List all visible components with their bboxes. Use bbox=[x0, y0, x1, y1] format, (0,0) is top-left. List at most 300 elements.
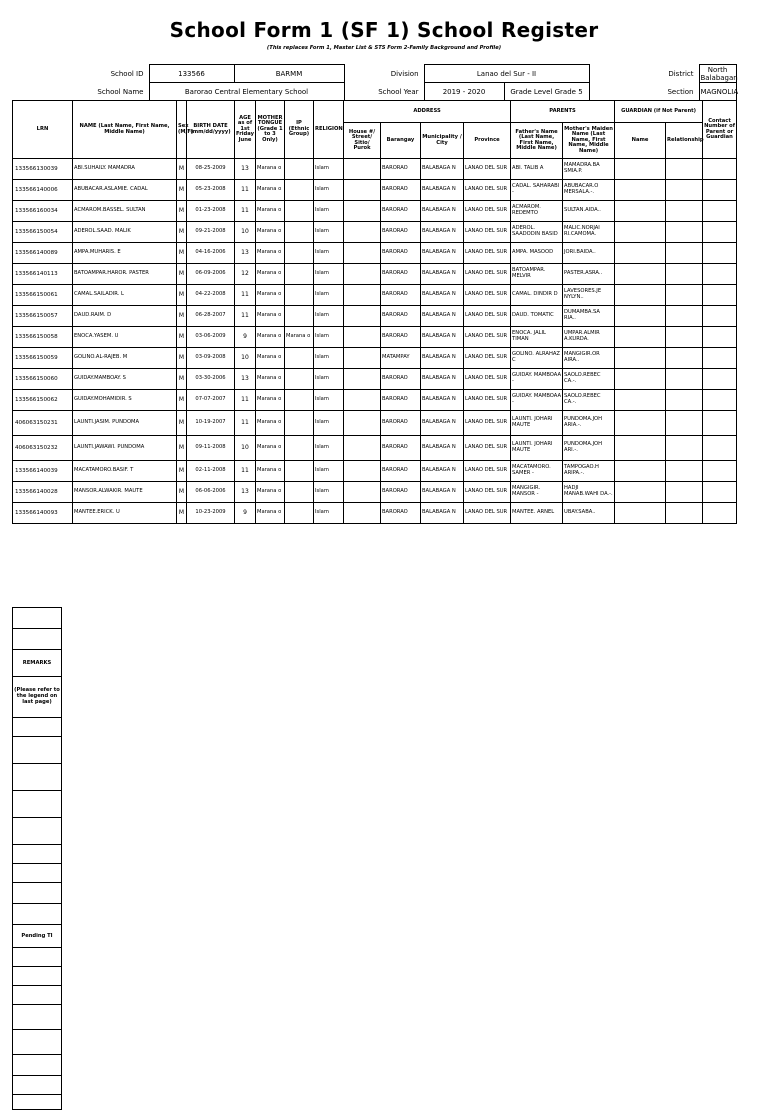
learner-mother: ABUBACAR.O MERSALA.-. bbox=[563, 180, 615, 201]
learner-birth-date: 06-06-2006 bbox=[187, 482, 235, 503]
learner-barangay: BARORAO bbox=[381, 243, 421, 264]
learner-house bbox=[344, 348, 381, 369]
learner-relationship bbox=[666, 180, 703, 201]
learner-house bbox=[344, 390, 381, 411]
school-name-label: School Name bbox=[97, 87, 144, 96]
learner-age: 11 bbox=[235, 461, 256, 482]
learner-guardian-name bbox=[615, 482, 666, 503]
learner-religion: Islam bbox=[314, 482, 344, 503]
remarks-cell bbox=[13, 608, 62, 629]
learner-name: LAUNTI.JASIM. PUNDOMA bbox=[73, 411, 177, 436]
learner-barangay: BARORAO bbox=[381, 285, 421, 306]
grade-level-label: Grade Level bbox=[510, 87, 553, 96]
learner-lrn: 133566150060 bbox=[13, 369, 73, 390]
learner-father: GOLINO. ALRAHAZ C bbox=[511, 348, 563, 369]
learner-barangay: BARORAO bbox=[381, 461, 421, 482]
table-row bbox=[13, 306, 737, 327]
learner-house bbox=[344, 285, 381, 306]
learner-municipality: BALABAGA N bbox=[421, 201, 464, 222]
learner-lrn: 133566160034 bbox=[13, 201, 73, 222]
learner-ip bbox=[285, 348, 314, 369]
learner-sex: M bbox=[177, 306, 187, 327]
learner-house bbox=[344, 482, 381, 503]
learner-contact bbox=[703, 348, 737, 369]
learner-relationship bbox=[666, 411, 703, 436]
learner-house bbox=[344, 461, 381, 482]
learner-sex: M bbox=[177, 159, 187, 180]
learner-sex: M bbox=[177, 390, 187, 411]
learner-rows bbox=[13, 159, 737, 524]
col-address: ADDRESS bbox=[344, 101, 511, 123]
learner-father: ABI. TALIB A bbox=[511, 159, 563, 180]
school-id-value: 133566 bbox=[149, 65, 234, 83]
learner-ip bbox=[285, 159, 314, 180]
remarks-cell bbox=[13, 764, 62, 791]
learner-barangay: BARORAO bbox=[381, 306, 421, 327]
learner-municipality: BALABAGA N bbox=[421, 180, 464, 201]
learner-ip bbox=[285, 222, 314, 243]
learner-contact bbox=[703, 461, 737, 482]
learner-father: LAUNTI. JOHARI MAUTE bbox=[511, 411, 563, 436]
learner-province: LANAO DEL SUR bbox=[464, 243, 511, 264]
learner-sex: M bbox=[177, 369, 187, 390]
col-lrn: LRN bbox=[13, 101, 73, 159]
learner-contact bbox=[703, 264, 737, 285]
learner-father: MANTEE. ARNEL bbox=[511, 503, 563, 524]
learner-contact bbox=[703, 436, 737, 461]
learner-mother: MANGIGIR.OR AIRA.. bbox=[563, 348, 615, 369]
learner-name: LAUNTI.JAWAWI. PUNDOMA bbox=[73, 436, 177, 461]
learner-sex: M bbox=[177, 461, 187, 482]
learner-mother-tongue: Marana o bbox=[256, 411, 285, 436]
learner-contact bbox=[703, 411, 737, 436]
learner-name: DAUD.RAIM. D bbox=[73, 306, 177, 327]
learner-name: BATOAMPAR.HAROR. PASTER bbox=[73, 264, 177, 285]
learner-religion: Islam bbox=[314, 390, 344, 411]
learner-ip bbox=[285, 411, 314, 436]
learner-barangay: BARORAO bbox=[381, 436, 421, 461]
learner-birth-date: 06-09-2006 bbox=[187, 264, 235, 285]
learner-contact bbox=[703, 180, 737, 201]
learner-municipality: BALABAGA N bbox=[421, 390, 464, 411]
learner-lrn: 133566150061 bbox=[13, 285, 73, 306]
col-religion: RELIGION bbox=[314, 101, 344, 159]
learner-religion: Islam bbox=[314, 411, 344, 436]
remarks-cell bbox=[13, 904, 62, 925]
learner-mother: TAMPOGAO.H ARIPA.-. bbox=[563, 461, 615, 482]
learner-mother: PASTER.ASRA.. bbox=[563, 264, 615, 285]
learner-guardian-name bbox=[615, 306, 666, 327]
learner-name: AMPA.MUHARIS. E bbox=[73, 243, 177, 264]
learner-ip bbox=[285, 436, 314, 461]
learner-contact bbox=[703, 159, 737, 180]
learner-guardian-name bbox=[615, 503, 666, 524]
learner-mother-tongue: Marana o bbox=[256, 348, 285, 369]
learner-house bbox=[344, 264, 381, 285]
learner-relationship bbox=[666, 327, 703, 348]
division-label: Division bbox=[390, 69, 419, 78]
learner-municipality: BALABAGA N bbox=[421, 369, 464, 390]
learner-father: BATOAMPAR. MELVIR bbox=[511, 264, 563, 285]
learner-age: 13 bbox=[235, 369, 256, 390]
learner-sex: M bbox=[177, 327, 187, 348]
col-mother: Mother's Maiden Name (Last Name, First Name, Middle Name) bbox=[563, 123, 615, 159]
learner-mother-tongue: Marana o bbox=[256, 461, 285, 482]
learner-relationship bbox=[666, 222, 703, 243]
learner-religion: Islam bbox=[314, 369, 344, 390]
learner-guardian-name bbox=[615, 222, 666, 243]
learner-lrn: 133566140089 bbox=[13, 243, 73, 264]
learner-municipality: BALABAGA N bbox=[421, 222, 464, 243]
remarks-note: (Please refer to the legend on last page) bbox=[13, 677, 62, 718]
learner-name: MACATAMORO.BASIF. T bbox=[73, 461, 177, 482]
learner-father: GUIDAY. MAMBOAA - bbox=[511, 369, 563, 390]
learner-mother: JORI.BAIDA.. bbox=[563, 243, 615, 264]
learner-lrn: 133566150057 bbox=[13, 306, 73, 327]
learner-province: LANAO DEL SUR bbox=[464, 264, 511, 285]
learner-father: CADAL. SAHARABI - bbox=[511, 180, 563, 201]
learner-religion: Islam bbox=[314, 243, 344, 264]
learner-mother-tongue: Marana o bbox=[256, 390, 285, 411]
learner-birth-date: 01-23-2008 bbox=[187, 201, 235, 222]
learner-religion: Islam bbox=[314, 436, 344, 461]
learner-relationship bbox=[666, 482, 703, 503]
learner-birth-date: 09-11-2008 bbox=[187, 436, 235, 461]
learner-sex: M bbox=[177, 285, 187, 306]
learner-house bbox=[344, 436, 381, 461]
learner-municipality: BALABAGA N bbox=[421, 411, 464, 436]
learner-lrn: 133566140039 bbox=[13, 461, 73, 482]
table-row bbox=[13, 159, 737, 180]
col-birth-date: BIRTH DATE (mm/dd/yyyy) bbox=[187, 101, 235, 159]
learner-lrn: 406063150231 bbox=[13, 411, 73, 436]
learner-mother: HADJI MANAB.WAHI DA.-. bbox=[563, 482, 615, 503]
learner-religion: Islam bbox=[314, 327, 344, 348]
learner-relationship bbox=[666, 159, 703, 180]
learner-barangay: BARORAO bbox=[381, 482, 421, 503]
learner-mother: SULTAN.AIDA.. bbox=[563, 201, 615, 222]
learner-barangay: BARORAO bbox=[381, 264, 421, 285]
remarks-cell bbox=[13, 948, 62, 967]
learner-name: MANTEE.ERICK. U bbox=[73, 503, 177, 524]
learner-name: GOLINO.AL-RAJEB. M bbox=[73, 348, 177, 369]
learner-province: LANAO DEL SUR bbox=[464, 327, 511, 348]
learner-name: ACMAROM.BASSEL. SULTAN bbox=[73, 201, 177, 222]
learner-religion: Islam bbox=[314, 201, 344, 222]
learner-age: 13 bbox=[235, 243, 256, 264]
learner-barangay: BARORAO bbox=[381, 369, 421, 390]
learner-age: 11 bbox=[235, 201, 256, 222]
learner-father: ACMAROM. REDEMTO bbox=[511, 201, 563, 222]
table-row bbox=[13, 369, 737, 390]
learner-guardian-name bbox=[615, 436, 666, 461]
learner-name: ABI.SUHAILY. MAMADRA bbox=[73, 159, 177, 180]
learner-barangay: BARORAO bbox=[381, 327, 421, 348]
remarks-cell bbox=[13, 818, 62, 845]
learner-name: GUIDAY.MAMBOAY. S bbox=[73, 369, 177, 390]
learner-municipality: BALABAGA N bbox=[421, 482, 464, 503]
page-subtitle: (This replaces Form 1, Master List & STS Form 2-Family Background and Profile) bbox=[266, 45, 502, 51]
learner-sex: M bbox=[177, 201, 187, 222]
col-mother-tongue: MOTHER TONGUE (Grade 1 to 3 Only) bbox=[256, 101, 285, 159]
table-row bbox=[13, 180, 737, 201]
remarks-column bbox=[12, 607, 62, 1110]
remarks-title: REMARKS bbox=[13, 650, 62, 677]
learner-sex: M bbox=[177, 180, 187, 201]
table-row bbox=[13, 348, 737, 369]
learner-sex: M bbox=[177, 482, 187, 503]
learner-contact bbox=[703, 222, 737, 243]
remarks-cell bbox=[13, 864, 62, 883]
learner-birth-date: 03-09-2008 bbox=[187, 348, 235, 369]
learner-guardian-name bbox=[615, 159, 666, 180]
table-row bbox=[13, 327, 737, 348]
learner-ip bbox=[285, 306, 314, 327]
learner-province: LANAO DEL SUR bbox=[464, 348, 511, 369]
learner-relationship bbox=[666, 348, 703, 369]
learner-province: LANAO DEL SUR bbox=[464, 461, 511, 482]
col-parents: PARENTS bbox=[511, 101, 615, 123]
learner-ip bbox=[285, 264, 314, 285]
learner-guardian-name bbox=[615, 201, 666, 222]
learner-age: 9 bbox=[235, 327, 256, 348]
learner-house bbox=[344, 180, 381, 201]
learner-province: LANAO DEL SUR bbox=[464, 482, 511, 503]
learner-father: AMPA. MASOOD bbox=[511, 243, 563, 264]
learner-name: ENOCA.YASEM. U bbox=[73, 327, 177, 348]
learner-birth-date: 02-11-2008 bbox=[187, 461, 235, 482]
learner-father: DAUD. TOMATIC bbox=[511, 306, 563, 327]
table-row bbox=[13, 222, 737, 243]
learner-barangay: BARORAO bbox=[381, 390, 421, 411]
learner-guardian-name bbox=[615, 390, 666, 411]
learner-name: ABUBACAR.ASLAMIE. CADAL bbox=[73, 180, 177, 201]
col-municipality: Municipality / City bbox=[421, 123, 464, 159]
learner-mother: DUMAMBA.SA RIA.. bbox=[563, 306, 615, 327]
learner-lrn: 133566130039 bbox=[13, 159, 73, 180]
learner-lrn: 133566150058 bbox=[13, 327, 73, 348]
learner-relationship bbox=[666, 503, 703, 524]
learner-ip bbox=[285, 390, 314, 411]
learner-relationship bbox=[666, 390, 703, 411]
learner-province: LANAO DEL SUR bbox=[464, 369, 511, 390]
learner-guardian-name bbox=[615, 285, 666, 306]
learner-mother-tongue: Marana o bbox=[256, 503, 285, 524]
learner-mother: MAMADRA.BA SMIA.P. bbox=[563, 159, 615, 180]
learner-barangay: BARORAO bbox=[381, 201, 421, 222]
col-guardian-name: Name bbox=[615, 123, 666, 159]
learner-province: LANAO DEL SUR bbox=[464, 201, 511, 222]
learner-barangay: BARORAO bbox=[381, 503, 421, 524]
learner-religion: Islam bbox=[314, 348, 344, 369]
learner-house bbox=[344, 369, 381, 390]
remarks-cell bbox=[13, 986, 62, 1005]
learner-barangay: BARORAO bbox=[381, 411, 421, 436]
learner-age: 11 bbox=[235, 390, 256, 411]
remarks-cell bbox=[13, 629, 62, 650]
learner-age: 11 bbox=[235, 180, 256, 201]
learner-religion: Islam bbox=[314, 461, 344, 482]
learner-mother-tongue: Marana o bbox=[256, 201, 285, 222]
learner-province: LANAO DEL SUR bbox=[464, 285, 511, 306]
division-value: Lanao del Sur - II bbox=[424, 65, 589, 83]
remarks-cell bbox=[13, 1095, 62, 1110]
school-year-label: School Year bbox=[378, 87, 419, 96]
learner-father: MANGIGIR. MANSOR - bbox=[511, 482, 563, 503]
learner-barangay: BARORAO bbox=[381, 180, 421, 201]
district-label: District bbox=[668, 69, 694, 78]
learner-contact bbox=[703, 503, 737, 524]
learner-guardian-name bbox=[615, 411, 666, 436]
learner-municipality: BALABAGA N bbox=[421, 159, 464, 180]
learner-house bbox=[344, 327, 381, 348]
learner-province: LANAO DEL SUR bbox=[464, 222, 511, 243]
col-province: Province bbox=[464, 123, 511, 159]
col-house: House #/ Street/ Sitio/ Purok bbox=[344, 123, 381, 159]
learner-contact bbox=[703, 306, 737, 327]
learner-guardian-name bbox=[615, 180, 666, 201]
learner-mother: LAVESORES.JE NYLYN.. bbox=[563, 285, 615, 306]
learner-birth-date: 06-28-2007 bbox=[187, 306, 235, 327]
table-row bbox=[13, 390, 737, 411]
learner-birth-date: 09-21-2008 bbox=[187, 222, 235, 243]
learner-mother-tongue: Marana o bbox=[256, 285, 285, 306]
learner-age: 11 bbox=[235, 285, 256, 306]
learner-ip bbox=[285, 201, 314, 222]
table-row bbox=[13, 436, 737, 461]
learner-municipality: BALABAGA N bbox=[421, 461, 464, 482]
remarks-cell bbox=[13, 718, 62, 737]
col-relationship: Relationship bbox=[666, 123, 703, 159]
learner-sex: M bbox=[177, 503, 187, 524]
learner-age: 11 bbox=[235, 306, 256, 327]
school-year-value: 2019 - 2020 bbox=[424, 83, 504, 101]
learner-birth-date: 10-23-2009 bbox=[187, 503, 235, 524]
learner-name: MANSOR.ALWAKIR. MAUTE bbox=[73, 482, 177, 503]
learner-sex: M bbox=[177, 348, 187, 369]
remarks-cell bbox=[13, 1076, 62, 1095]
learner-mother-tongue: Marana o bbox=[256, 243, 285, 264]
section-value: MAGNOLIA bbox=[699, 83, 736, 101]
remarks-cell bbox=[13, 1005, 62, 1030]
learner-sex: M bbox=[177, 264, 187, 285]
learner-ip bbox=[285, 482, 314, 503]
grade-level-value: Grade 5 bbox=[554, 87, 583, 96]
learner-municipality: BALABAGA N bbox=[421, 503, 464, 524]
learner-contact bbox=[703, 201, 737, 222]
learner-lrn: 133566140113 bbox=[13, 264, 73, 285]
learner-birth-date: 04-22-2008 bbox=[187, 285, 235, 306]
learner-contact bbox=[703, 390, 737, 411]
col-guardian: GUARDIAN (if Not Parent) bbox=[615, 101, 703, 123]
learner-guardian-name bbox=[615, 348, 666, 369]
learner-name: CAMAL.SAILADIR. L bbox=[73, 285, 177, 306]
learner-relationship bbox=[666, 306, 703, 327]
learner-municipality: BALABAGA N bbox=[421, 285, 464, 306]
learner-guardian-name bbox=[615, 264, 666, 285]
learner-ip bbox=[285, 461, 314, 482]
learner-age: 13 bbox=[235, 482, 256, 503]
learner-name: GUIDAY.MOHAMIDIR. S bbox=[73, 390, 177, 411]
school-name-value: Barorao Central Elementary School bbox=[149, 83, 344, 101]
learner-mother-tongue: Marana o bbox=[256, 159, 285, 180]
learner-birth-date: 05-23-2008 bbox=[187, 180, 235, 201]
learner-guardian-name bbox=[615, 327, 666, 348]
learner-barangay: BARORAO bbox=[381, 159, 421, 180]
learner-birth-date: 10-19-2007 bbox=[187, 411, 235, 436]
learner-birth-date: 08-25-2009 bbox=[187, 159, 235, 180]
learner-municipality: BALABAGA N bbox=[421, 327, 464, 348]
remarks-pending: Pending TI bbox=[13, 925, 62, 948]
remarks-cell bbox=[13, 845, 62, 864]
learner-house bbox=[344, 243, 381, 264]
learner-father: CAMAL. DINDIR D bbox=[511, 285, 563, 306]
learner-mother-tongue: Marana o bbox=[256, 180, 285, 201]
learner-birth-date: 04-16-2006 bbox=[187, 243, 235, 264]
learner-barangay: MATAMPAY bbox=[381, 348, 421, 369]
learner-ip bbox=[285, 369, 314, 390]
learner-house bbox=[344, 159, 381, 180]
table-row bbox=[13, 201, 737, 222]
learner-municipality: BALABAGA N bbox=[421, 306, 464, 327]
learner-age: 13 bbox=[235, 159, 256, 180]
learner-lrn: 133566150054 bbox=[13, 222, 73, 243]
learner-lrn: 133566140028 bbox=[13, 482, 73, 503]
learner-age: 10 bbox=[235, 348, 256, 369]
learner-relationship bbox=[666, 461, 703, 482]
learner-relationship bbox=[666, 369, 703, 390]
learner-mother: PUNDOMA.JOH ARIA.-. bbox=[563, 411, 615, 436]
district-value: North Balabagan bbox=[700, 65, 738, 82]
learner-relationship bbox=[666, 436, 703, 461]
learner-mother: UMPAR.ALMIR A.KURDA. bbox=[563, 327, 615, 348]
learner-religion: Islam bbox=[314, 180, 344, 201]
table-row bbox=[13, 411, 737, 436]
learner-mother: SAOLO.REBEC CA.-. bbox=[563, 390, 615, 411]
grade-level-cell bbox=[504, 83, 589, 101]
learner-province: LANAO DEL SUR bbox=[464, 436, 511, 461]
col-barangay: Barangay bbox=[381, 123, 421, 159]
remarks-cell bbox=[13, 1030, 62, 1055]
learner-municipality: BALABAGA N bbox=[421, 348, 464, 369]
learner-age: 10 bbox=[235, 222, 256, 243]
learner-lrn: 406063150232 bbox=[13, 436, 73, 461]
learner-mother-tongue: Marana o bbox=[256, 369, 285, 390]
learner-province: LANAO DEL SUR bbox=[464, 306, 511, 327]
learner-sex: M bbox=[177, 243, 187, 264]
learner-religion: Islam bbox=[314, 285, 344, 306]
learner-religion: Islam bbox=[314, 306, 344, 327]
learner-contact bbox=[703, 369, 737, 390]
learner-house bbox=[344, 306, 381, 327]
learner-ip bbox=[285, 180, 314, 201]
learner-contact bbox=[703, 327, 737, 348]
table-row bbox=[13, 503, 737, 524]
school-id-label: School ID bbox=[110, 69, 144, 78]
learner-relationship bbox=[666, 201, 703, 222]
learner-mother-tongue: Marana o bbox=[256, 306, 285, 327]
learner-lrn: 133566150059 bbox=[13, 348, 73, 369]
learner-mother: UBAY.SABA.. bbox=[563, 503, 615, 524]
col-sex: Sex (M/F) bbox=[177, 101, 187, 159]
learner-religion: Islam bbox=[314, 159, 344, 180]
learner-province: LANAO DEL SUR bbox=[464, 503, 511, 524]
learner-ip bbox=[285, 243, 314, 264]
learner-house bbox=[344, 503, 381, 524]
section-label: Section bbox=[667, 87, 694, 96]
learner-father: ENOCA. JALIL TIMAN bbox=[511, 327, 563, 348]
learner-age: 9 bbox=[235, 503, 256, 524]
